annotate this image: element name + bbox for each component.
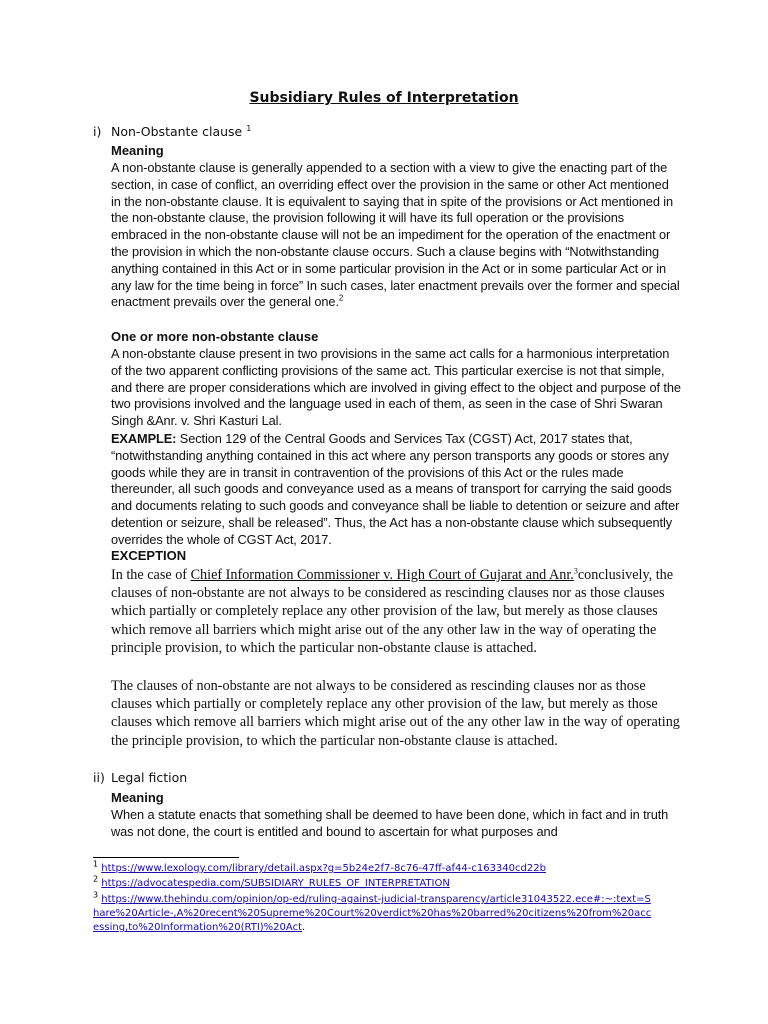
meaning-paragraph xyxy=(111,160,681,311)
section-heading-label: Non-Obstante clause xyxy=(111,124,243,139)
case-name-link[interactable]: Chief Information Commissioner v. High Court of Gujarat and Anr. xyxy=(190,567,574,583)
exception-paragraph-2: The clauses of non-obstante are not always to be considered as rescinding clauses nor as those clauses which partially or completely replace any other provision of the law, but merely as those clauses which remove all barriers which might arise out of the any other law in the way of operating the principle provision, to which the particular non-obstante clause is attached. xyxy=(111,678,680,749)
example-label: EXAMPLE: xyxy=(111,431,177,446)
footnote-1 xyxy=(93,859,693,876)
meaning-heading: Meaning xyxy=(111,143,164,158)
footnote-number: 3 xyxy=(93,890,99,900)
footnote-2 xyxy=(93,874,693,891)
exception-text: conclusively, the clauses of non-obstante are not always to be considered as rescinding clauses nor as those clauses which partially or completely replace any other provision of the law, but merely as those clauses which remove all barriers which might arise out of the any other law in the way of operating the principle provision, to which the particular non-obstante clause is attached. xyxy=(111,567,674,656)
exception-heading: EXCEPTION xyxy=(111,548,187,563)
footnote-link-3[interactable]: https://www.thehindu.com/opinion/op-ed/ruling-against-judicial-transparency/article31043522.ece#:~:text=Share%20Article-,A%20recent%20Supreme%20Court%20verdict%20has%20barred%20citizens%20from%20accessing,to%20Information%20(RTI)%20Act xyxy=(93,894,652,933)
footnote-3: $^3$ https://www.thehindu.com/opinion/op-ed/ruling-against-judicial-transparency/article31043522.ece#:~:text=Share%20Article-,A%20recent%20Supreme%20Court%20verdict%20has%20barred%20citizens%20from%20accessing,to%20Information%20(RTI)%20Act. xyxy=(93,890,652,933)
more-clauses-heading: One or more non-obstante clause xyxy=(111,329,319,344)
section-number: ii) xyxy=(93,770,105,785)
meaning-heading-2: Meaning xyxy=(111,790,164,805)
section-heading-label: Legal fiction xyxy=(111,770,188,785)
meaning-text: A non-obstante clause is generally appended to a section with a view to give the enacting part of the section, in case of conflict, an overriding effect over the provision in the same or other Act mentioned in the non-obstante clause. It is equivalent to saying that in spite of the provisions or Act mentioned in the non-obstante clause, the provision following it will have its full operation or the provisions embraced in the non-obstante clause will not be an impediment for the operation of the enactment or the provision in which the non-obstante clause occurs. Such a clause begins with “Notwithstanding anything contained in this Act or in some particular provision in the Act or in some particular Act or in any law for the time being in force” In such cases, later enactment prevails over the former and special enactment prevails over the general one. xyxy=(111,160,680,310)
footnote-number: 2 xyxy=(93,874,99,884)
footnote-link-2[interactable]: https://advocatespedia.com/SUBSIDIARY_RULES_OF_INTERPRETATION xyxy=(101,878,450,889)
footnote-link-1[interactable]: https://www.lexology.com/library/detail.aspx?g=5b24e2f7-8c76-47ff-af44-c163340cd22b xyxy=(101,863,546,874)
footnote-ref: 3 xyxy=(573,566,578,576)
legal-fiction-paragraph: When a statute enacts that something shall be deemed to have been done, which in fact and in truth was not done, the court is entitled and bound to ascertain for what purposes and xyxy=(111,807,669,839)
example-text: Section 129 of the Central Goods and Services Tax (CGST) Act, 2017 states that, “notwithstanding anything contained in this act where any person transports any goods or stores any goods while they are in transit in contravention of the provisions of this Act or the rules made thereunder, all such goods and conveyance used as a means of transport for carrying the said goods and documents relating to such goods and conveyance shall be liable to detention or seizure and after detention or seizure, shall be released”. Thus, the Act has a non-obstante clause which subsequently overrides the whole of CGST Act, 2017. xyxy=(111,431,680,547)
section-number: i) xyxy=(93,124,102,139)
example-paragraph xyxy=(111,431,681,549)
footnote-ref: 1 xyxy=(246,123,252,133)
exception-paragraph xyxy=(111,566,681,657)
more-clauses-paragraph: A non-obstante clause present in two provisions in the same act calls for a harmonious interpretation of the two apparent conflicting provisions of the same act. This particular exercise is not that simple, and there are proper considerations which are involved in giving effect to the object and purpose of the two provisions involved and the language used in each of them, as seen in the case of Shri Swaran Singh &Anr. v. Shri Kasturi Lal. xyxy=(111,346,681,429)
footnote-number: 1 xyxy=(93,859,99,869)
footnote-divider xyxy=(93,857,239,858)
exception-prefix: In the case of xyxy=(111,567,191,583)
footnote-ref: 2 xyxy=(338,294,344,304)
page-title: Subsidiary Rules of Interpretation xyxy=(249,90,519,106)
